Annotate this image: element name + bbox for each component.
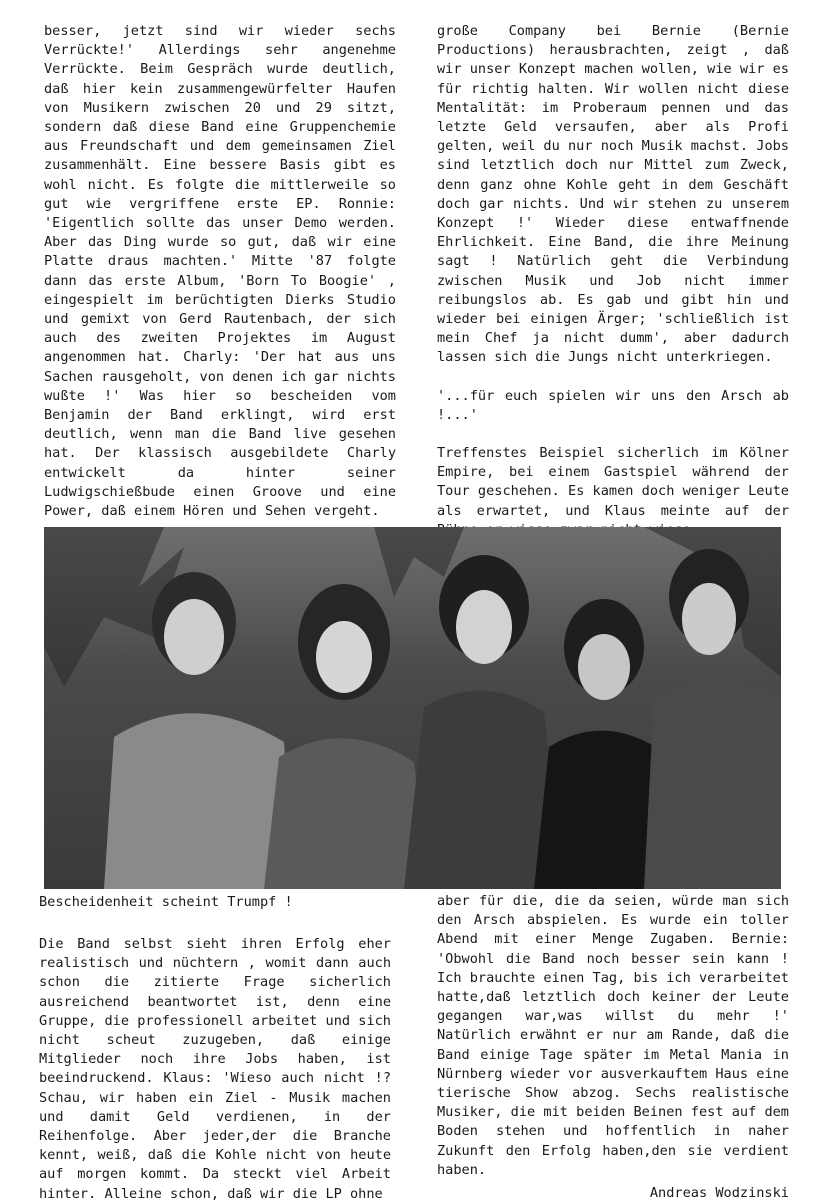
paragraph: aber für die, die da seien, würde man sich den Arsch abspielen. Es wurde ein toller Abend mit einer Menge Zugaben. Bernie: 'Obwohl die Band noch besser sein kann ! Ich brauchte einen Tag, bis ich verarbeitet hatte,daß letztlich doch keiner der Leute gegangen war,was willst du mehr !' Natürlich erwähnt er nur am Rande, daß die Band einige Tage später im Metal Mania in Nürnberg wieder vor ausverkauftem Haus eine tierische Show abzog. Sechs realistische Musiker, die mit beiden Beinen fest auf dem Boden stehen und hoffentlich in naher Zukunft den Erfolg haben,den sie verdient haben.	[437, 893, 789, 1178]
article-column-bottom-right	[437, 892, 789, 1203]
paragraph: Die Band selbst sieht ihren Erfolg eher realistisch und nüchtern , womit dann auch schon die zitierte Frage sicherlich ausreichend beantwortet ist, denn eine Gruppe, die professionell arbeitet und sich nicht scheut zuzugeben, daß einige Mitglieder noch ihre Jobs haben, ist beeindruckend. Klaus: 'Wieso auch nicht !? Schau, wir haben ein Ziel - Musik machen und damit Geld verdienen, in der Reihenfolge. Aber jeder,der die Branche kennt, weiß, daß die Kohle nicht von heute auf morgen kommt. Da steckt viel Arbeit hinter. Alleine schon, daß wir die LP ohne	[39, 936, 391, 1202]
pull-quote: '...für euch spielen wir uns den Arsch ab !...'	[437, 387, 789, 423]
photo-caption: Bescheidenheit scheint Trumpf !	[39, 894, 293, 910]
paragraph: Treffenstes Beispiel sicherlich im Kölner Empire, bei einem Gastspiel während der Tour geschehen. Es kamen doch weniger Leute als erwartet, und Klaus meinte auf der	[437, 445, 789, 519]
article-column-top-right	[437, 22, 789, 540]
band-photo	[44, 527, 781, 889]
article-column-bottom-left	[39, 935, 391, 1204]
paragraph: große Company bei Bernie (Bernie Productions) herausbrachten, zeigt , daß wir unser Konzept machen wollen, wie wir es für richtig halten. Wir wollen nicht diese Mentalität: im Proberaum pennen und das letzte Geld versaufen, aber als Profi gelten, weil du nur noch Musik machst. Jobs sind letztlich doch nur Mittel zum Zweck, denn ganz ohne Kohle geht in dem Geschäft doch gar nichts. Und wir stehen zu unserem Konzept !' Wieder diese entwaffnende Ehrlichkeit. Eine Band, die ihre Meinung sagt ! Natürlich geht die Verbindung zwischen Musik und Job nicht immer reibungslos ab. Es gab und gibt hin und wieder bei einigen Ärger; 'schließlich ist mein Chef ja nicht dumm', aber dadurch lassen sich die Jungs nicht unterkriegen.	[437, 23, 789, 366]
paragraph: besser, jetzt sind wir wieder sechs Verrückte!' Allerdings sehr angenehme Verrückte. Beim Gespräch wurde deutlich, daß hier kein zusammengewürfelter Haufen von Musikern zwischen 20 und 29 sitzt, sondern daß diese Band eine Gruppenchemie aus Freundschaft und dem gemeinsamen Ziel zusammenhält. Eine bessere Basis gibt es wohl nicht. Es folgte die mittlerweile so gut wie vergriffene erste EP. Ronnie: 'Eigentlich sollte das unser Demo werden. Aber das Ding wurde so gut, daß wir eine Platte draus machten.' Mitte '87 folgte dann das erste Album, 'Born To Boogie' , eingespielt im berüchtigten Dierks Studio und gemixt von Gerd Rautenbach, der sich auch des zweiten Projektes im August angenommen hat. Charly: 'Der hat aus uns Sachen rausgeholt, von denen ich gar nichts wußte !' Was hier so bescheiden vom Benjamin der Band erklingt, wird erst deutlich, wenn man die Band live gesehen hat. Der klassisch ausgebildete Charly entwickelt da hinter seiner Ludwigschießbude einen Groove und eine Power, daß einem Hören und Sehen vergeht.	[44, 23, 396, 520]
band-members	[104, 549, 781, 889]
article-column-top-left	[44, 22, 396, 521]
author-byline: Andreas Wodzinski	[649, 1185, 789, 1202]
